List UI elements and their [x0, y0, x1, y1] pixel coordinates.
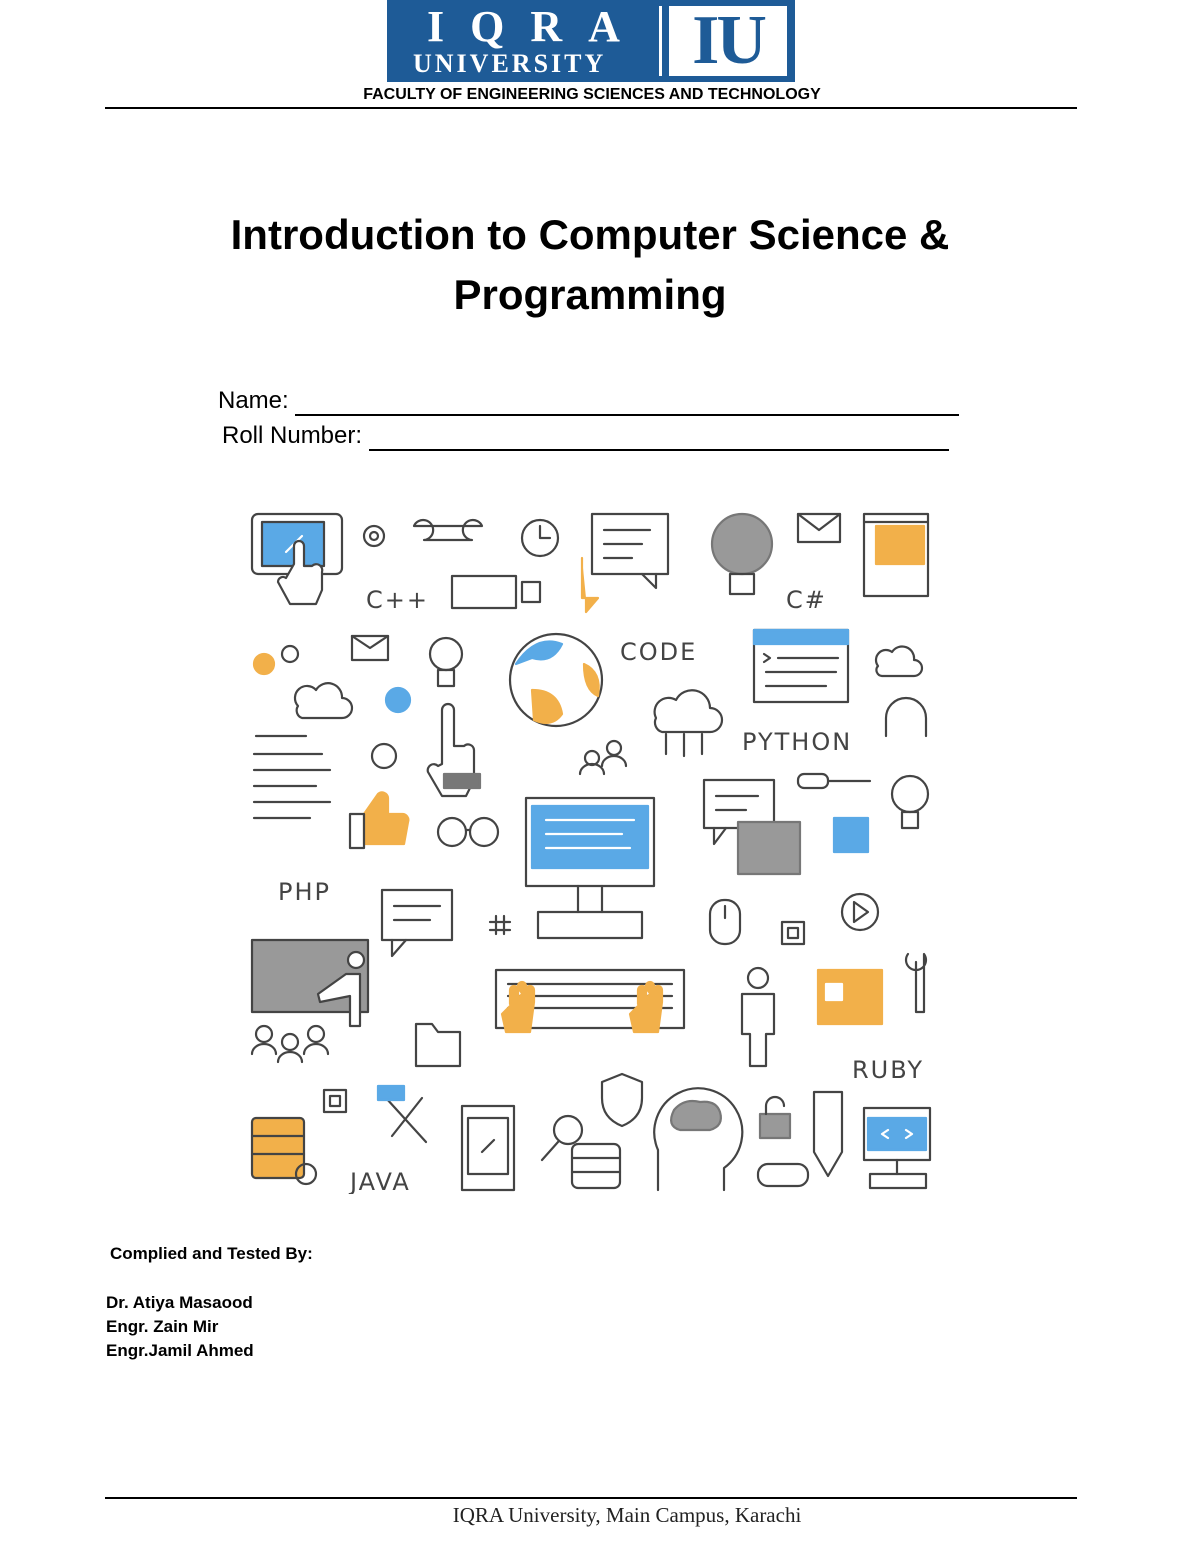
label-python: PYTHON — [742, 728, 853, 756]
user-head-icon — [386, 688, 410, 712]
idea-icon — [430, 638, 462, 686]
label-java: JAVA — [350, 1168, 411, 1194]
roll-number-label: Roll Number: — [222, 422, 363, 449]
cloud-icon — [876, 646, 922, 676]
message-icon — [382, 890, 452, 956]
envelope-icon — [798, 514, 840, 542]
globe-icon — [510, 634, 602, 726]
headphones-icon — [886, 698, 926, 736]
university-logo — [387, 0, 795, 82]
document-title — [150, 205, 1030, 325]
tools-icon — [378, 1086, 426, 1142]
monitor-icon — [526, 798, 654, 938]
logo-iqra-text: IQRA — [427, 2, 646, 51]
lightbulb-right-icon — [892, 776, 928, 828]
author-1: Dr. Atiya Masaood — [106, 1293, 253, 1312]
header-rule — [105, 107, 1077, 109]
footer-rule — [105, 1497, 1077, 1499]
tablet-icon — [252, 514, 342, 604]
logo-iu-mark: IU — [669, 6, 787, 76]
businessman-icon — [742, 968, 774, 1066]
roll-number-field — [222, 421, 949, 451]
shield-icon — [602, 1074, 642, 1126]
phone-icon — [462, 1106, 514, 1190]
chip-small-icon — [324, 1090, 346, 1112]
id-card-icon — [818, 970, 882, 1024]
wrench-right-icon — [906, 954, 926, 1012]
hash-icon — [490, 916, 510, 934]
screwdriver-icon — [798, 774, 870, 788]
code-lines-icon — [254, 736, 330, 818]
author-2: Engr. Zain Mir — [106, 1317, 219, 1336]
gear-icon — [364, 526, 384, 546]
footer-text: IQRA University, Main Campus, Karachi — [452, 1503, 802, 1527]
mouse-icon — [710, 900, 740, 944]
smiley-icon — [372, 744, 396, 768]
slider-icon — [452, 576, 540, 608]
code-window-icon — [754, 630, 848, 702]
label-code: CODE — [620, 638, 698, 666]
wrench-icon — [414, 520, 482, 540]
pointing-hand-icon — [428, 704, 480, 796]
label-php: PHP — [278, 878, 331, 906]
presentation-icon — [252, 940, 368, 1026]
name-label: Name: — [218, 387, 289, 414]
database-icon — [252, 1118, 316, 1184]
chat-bubble-icon — [582, 514, 668, 612]
credits-heading: Complied and Tested By: — [110, 1244, 313, 1263]
author-3: Engr.Jamil Ahmed — [106, 1341, 254, 1360]
storage-icon — [758, 1164, 808, 1186]
title-line-2: Programming — [453, 271, 727, 318]
folder-icon — [416, 1024, 460, 1066]
keyboard-icon — [496, 970, 684, 1032]
search-database-icon — [542, 1116, 620, 1188]
clock-icon — [522, 520, 558, 556]
code-monitor-icon — [864, 1108, 930, 1188]
lightbulb-icon — [712, 514, 772, 594]
chip-icon — [782, 922, 804, 944]
name-field — [218, 386, 959, 416]
mail-icon — [352, 636, 388, 660]
glasses-icon — [438, 818, 498, 846]
label-cpp: C++ — [366, 586, 429, 614]
logo-separator — [659, 6, 662, 76]
users-icon — [580, 741, 626, 774]
name-blank-line — [295, 388, 959, 416]
label-ruby: RUBY — [852, 1056, 925, 1084]
play-icon — [842, 894, 878, 930]
logo-university-text: UNIVERSITY — [413, 49, 607, 78]
cloud-left-icon — [295, 683, 352, 718]
title-line-1: Introduction to Computer Science & — [230, 211, 950, 258]
gears-icon — [254, 646, 298, 674]
puzzle-icon — [834, 818, 868, 852]
lock-icon — [760, 1097, 790, 1138]
thumbs-up-icon — [350, 792, 408, 848]
faculty-heading: FACULTY OF ENGINEERING SCIENCES AND TECHNOLOGY — [363, 86, 821, 103]
cloud-network-icon — [655, 690, 722, 756]
roll-number-blank-line — [369, 423, 949, 451]
label-csharp: C# — [786, 586, 827, 614]
programming-illustration — [246, 504, 936, 1194]
chat-bubbles-icon — [704, 780, 800, 874]
head-brain-icon — [654, 1088, 742, 1190]
author-list — [106, 1291, 254, 1363]
book-icon — [864, 514, 928, 596]
people-icon — [252, 1026, 328, 1062]
pencil-icon — [814, 1092, 842, 1176]
